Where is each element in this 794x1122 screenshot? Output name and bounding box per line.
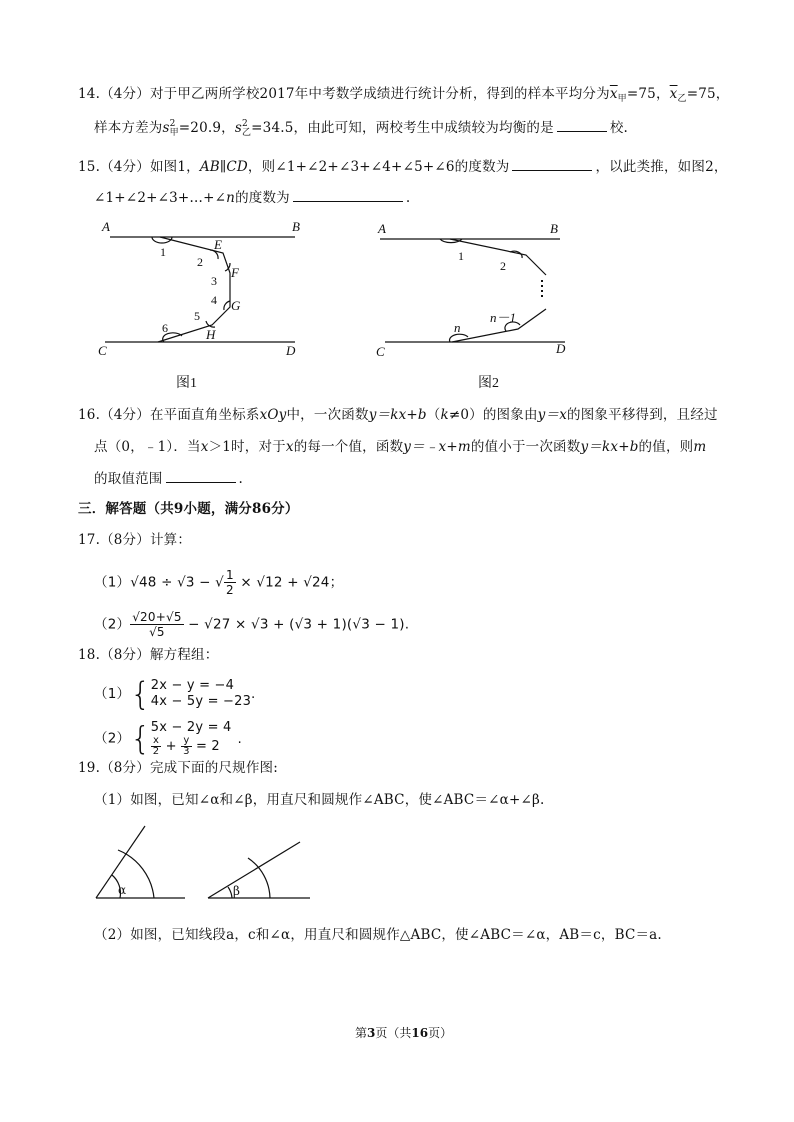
q16-line1: 16.（4分）在平面直角坐标系xOy中，一次函数y＝kx+b（k≠0）的图象由y＝x的图象平移得到，且经过 (78, 407, 718, 423)
fig1-label-A: A (102, 219, 110, 234)
fig1-angle-6: 6 (162, 321, 168, 335)
q16-line3: 的取值范围 . (94, 468, 243, 489)
fig1-angle-5: 5 (194, 309, 200, 323)
q19-part1: （1）如图，已知∠α和∠β，用直尺和圆规作∠ABC，使∠ABC＝∠α+∠β. (94, 792, 545, 808)
q16-line2: 点（0，﹣1）．当x＞1时，对于x的每一个值，函数y＝﹣x+m的值小于一次函数y＝kx+b的值，则m (94, 439, 707, 455)
q19-part2: （2）如图，已知线段a，c和∠α，用直尺和圆规作△ABC，使∠ABC＝∠α，AB＝c，BC＝a. (94, 927, 662, 943)
q17-part1: （1）√48 ÷ √3 − √ $\frac{1}{2}$ × √12 + √24； (94, 568, 344, 597)
fig2-angle-n-minus-1: n－1 (490, 310, 517, 325)
fig2-label-C: C (376, 344, 385, 359)
fig1-caption: 图1 (176, 376, 197, 391)
q17-part2: （2） $\frac{√20+√5}{√5}$ − √27 × √3 + (√3 + 1)(√3 − 1). (94, 610, 410, 639)
page-footer: 第3页（共16页） (355, 1026, 453, 1040)
beta-label: β (233, 884, 240, 898)
fig2-label-A: A (378, 221, 386, 236)
q15-line2: ∠1+∠2+∠3+…+∠n的度数为 . (94, 187, 410, 208)
figure-2 (370, 215, 590, 395)
answer-blank (293, 187, 403, 202)
fig2-caption: 图2 (478, 376, 499, 391)
q19-title: 19.（8分）完成下面的尺规作图: (78, 760, 279, 776)
fig1-label-E: E (214, 237, 222, 252)
fig1-angle-2: 2 (197, 255, 203, 269)
answer-blank (166, 468, 236, 483)
q18-title: 18.（8分）解方程组： (78, 647, 219, 663)
fig1-label-H: H (206, 327, 216, 342)
alpha-label: α (118, 883, 127, 897)
q18-part2: （2）{ 5x − 2y = 4 $\frac{x}{2}$ + $\frac{y}{3}$ = 2 . (94, 719, 242, 758)
fig1-angle-3: 3 (211, 274, 217, 288)
fig2-angle-2: 2 (500, 259, 506, 273)
fig2-label-D: D (556, 341, 566, 356)
angle-figures (90, 820, 330, 905)
fig1-label-F: F (231, 265, 239, 280)
fig1-angle-1: 1 (160, 245, 166, 259)
q17-title: 17.（8分）计算： (78, 532, 192, 548)
fig1-angle-4: 4 (211, 293, 217, 307)
q14-line2: 样本方差为$s^2_甲=20.9$，$s^2_乙=34.5$，由此可知，两校考生中成绩较为均衡的是 校. (94, 119, 629, 138)
fig1-label-C: C (98, 343, 107, 358)
answer-blank (557, 117, 607, 132)
fig2-angle-1: 1 (458, 249, 464, 263)
q15-line1: 15.（4分）如图1，AB∥CD，则∠1+∠2+∠3+∠4+∠5+∠6的度数为 ，以此类推，如图2， (78, 156, 728, 177)
fig2-label-B: B (550, 221, 558, 236)
fig2-angle-n: n (454, 320, 461, 335)
fig1-label-G: G (231, 298, 241, 313)
q18-part1: （1）{ 2x − y = −4 4x − 5y = −23 . (94, 675, 256, 713)
q14-line1: 14.（4分）对于甲乙两所学校2017年中考数学成绩进行统计分析，得到的样本平均分为$\overline{x}_甲=75$，$\overline{x}_乙=75$， (78, 86, 730, 104)
answer-blank (512, 156, 592, 171)
fig1-label-D: D (286, 343, 296, 358)
fig1-label-B: B (292, 219, 300, 234)
section-heading: 三．解答题（共9小题，满分86分） (78, 501, 299, 517)
figure-1 (90, 215, 320, 395)
